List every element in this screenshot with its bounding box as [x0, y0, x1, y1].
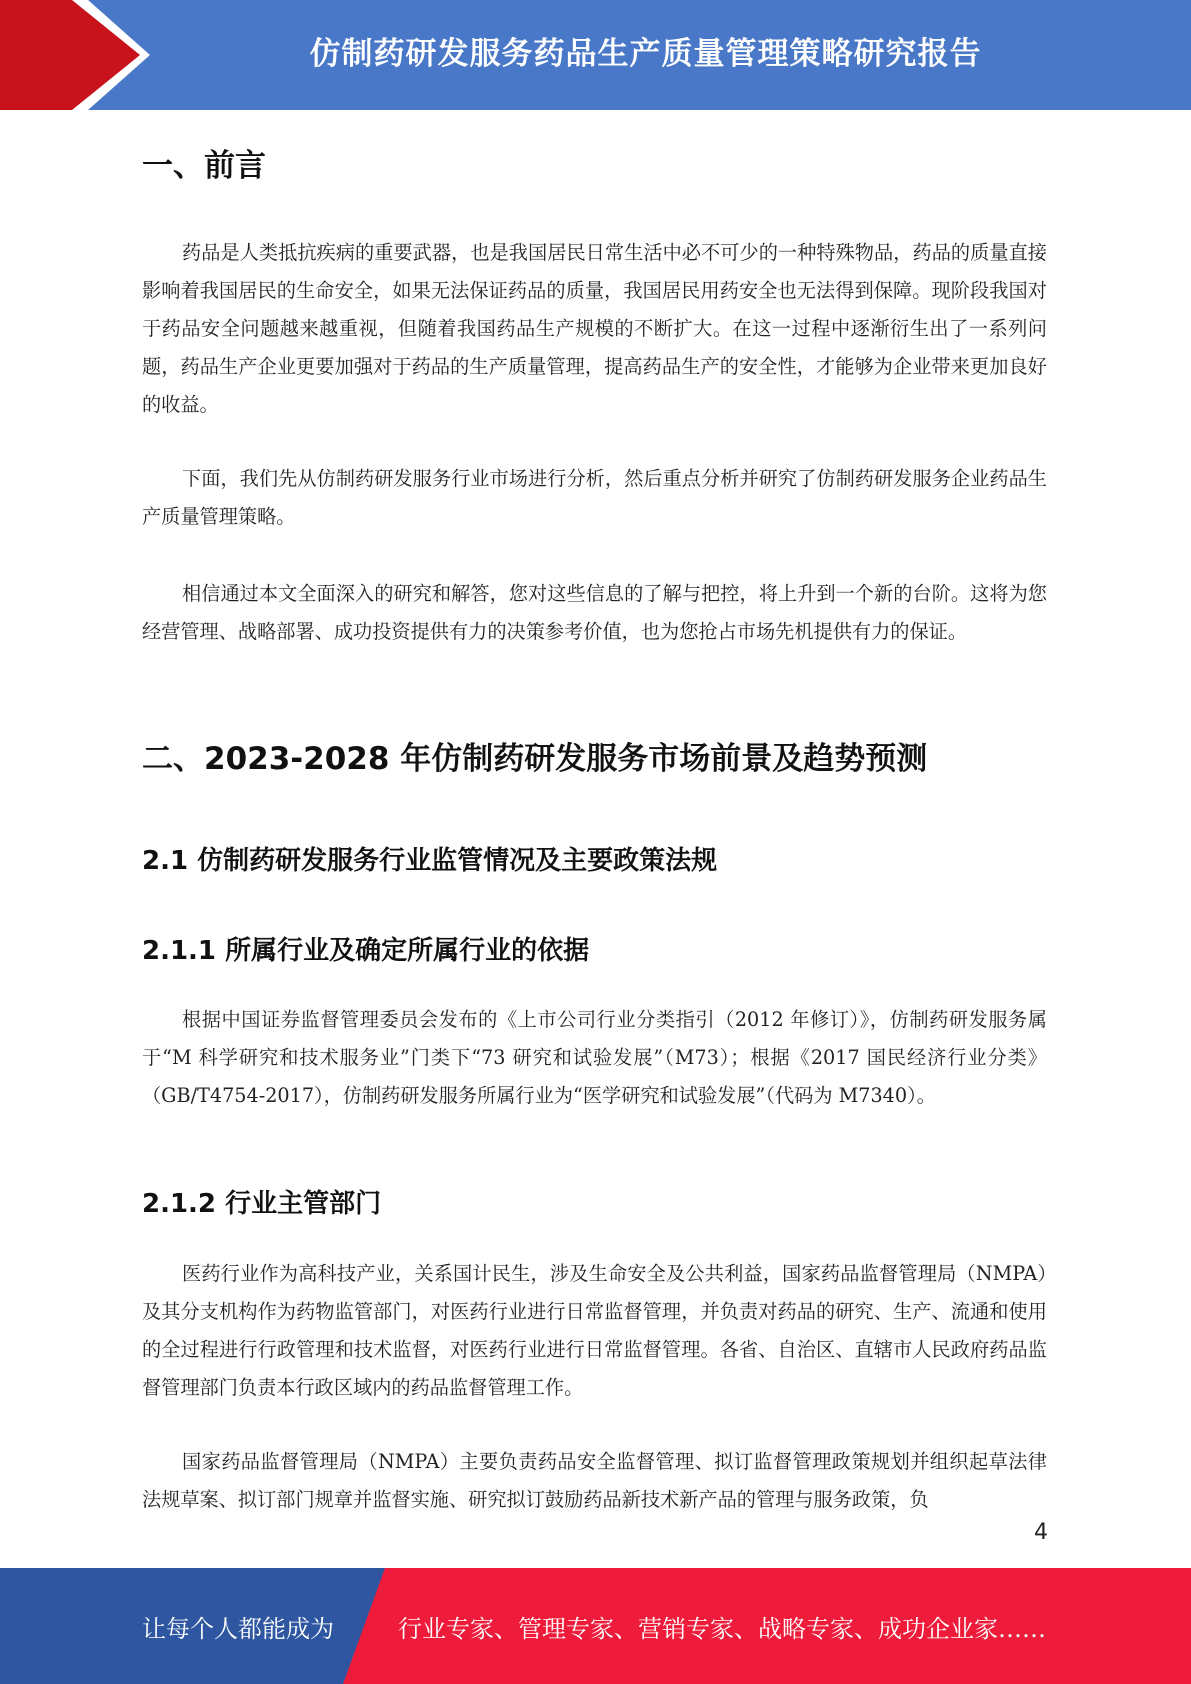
page-number: 4 — [1034, 1520, 1048, 1545]
section-2-1-heading: 2.1 仿制药研发服务行业监管情况及主要政策法规 — [142, 846, 718, 876]
header-arrow-decoration — [0, 0, 160, 110]
section-2-heading: 二、2023-2028 年仿制药研发服务市场前景及趋势预测 — [142, 741, 928, 777]
paragraph-intro-1: 药品是人类抵抗疾病的重要武器，也是我国居民日常生活中必不可少的一种特殊物品，药品的质量直接影响着我国居民的生命安全，如果无法保证药品的质量，我国居民用药安全也无法得到保障。现阶段我国对于药品安全问题越来越重视，但随着我国药品生产规模的不断扩大。在这一过程中逐渐衍生出了一系列问题，药品生产企业更要加强对于药品的生产质量管理，提高药品生产的安全性，才能够为企业带来更加良好的收益。 — [142, 241, 1047, 416]
paragraph-intro-2: 下面，我们先从仿制药研发服务行业市场进行分析，然后重点分析并研究了仿制药研发服务企业药品生产质量管理策略。 — [142, 467, 1047, 528]
page-footer — [0, 1568, 1191, 1684]
paragraph-regulator-1: 医药行业作为高科技产业，关系国计民生，涉及生命安全及公共利益，国家药品监督管理局（NMPA）及其分支机构作为药物监管部门，对医药行业进行日常监督管理，并负责对药品的研究、生产、流通和使用的全过程进行行政管理和技术监督，对医药行业进行日常监督管理。各省、自治区、直辖市人民政府药品监督管理部门负责本行政区域内的药品监督管理工作。 — [142, 1262, 1047, 1399]
paragraph-intro-3: 相信通过本文全面深入的研究和解答，您对这些信息的了解与把控，将上升到一个新的台阶。这将为您经营管理、战略部署、成功投资提供有力的决策参考价值，也为您抢占市场先机提供有力的保证。 — [142, 582, 1047, 643]
footer-slogan-right: 行业专家、管理专家、营销专家、战略专家、成功企业家…… — [398, 1614, 1046, 1643]
footer-slogan-left: 让每个人都能成为 — [142, 1614, 334, 1643]
page-header — [0, 0, 1191, 110]
section-2-1-2-heading: 2.1.2 行业主管部门 — [142, 1189, 382, 1219]
paragraph-industry-classification: 根据中国证券监督管理委员会发布的《上市公司行业分类指引（2012 年修订）》，仿制药研发服务属于“M 科学研究和技术服务业”门类下“73 研究和试验发展”（M73）；根据《2017 国民经济行业分类》（GB/T4754-2017），仿制药研发服务所属行业为“医学研究和试验发展”（代码为 M7340）。 — [142, 1008, 1047, 1107]
section-2-1-1-heading: 2.1.1 所属行业及确定所属行业的依据 — [142, 936, 590, 966]
paragraph-regulator-2: 国家药品监督管理局（NMPA）主要负责药品安全监督管理、拟订监督管理政策规划并组织起草法律法规草案、拟订部门规章并监督实施、研究拟订鼓励药品新技术新产品的管理与服务政策，负 — [142, 1450, 1047, 1511]
section-1-heading: 一、前言 — [142, 148, 266, 184]
report-title: 仿制药研发服务药品生产质量管理策略研究报告 — [309, 35, 982, 72]
